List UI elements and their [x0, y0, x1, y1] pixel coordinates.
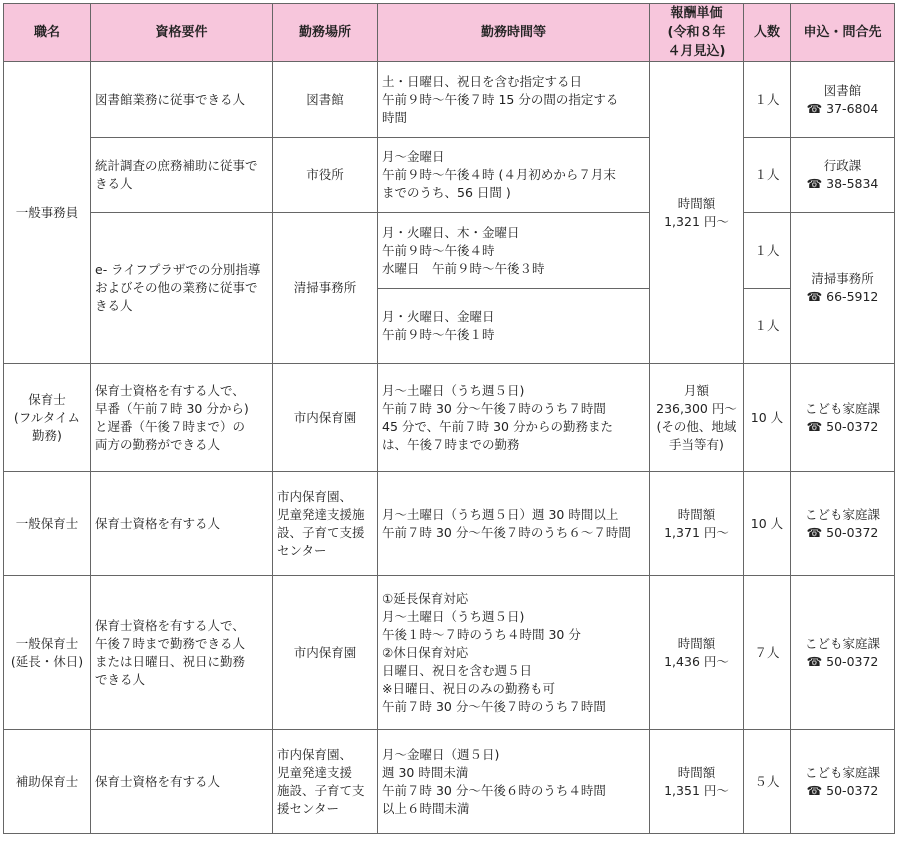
pay-line: 月額 [683, 382, 709, 398]
workplace-line: 援センター [277, 800, 340, 816]
header-pay [650, 4, 744, 62]
requirements-cell: 図書館業務に従事できる人 [91, 62, 273, 138]
contact-cell [791, 730, 895, 834]
contact-cell [791, 62, 895, 138]
header-headcount: 人数 [744, 4, 791, 62]
hours-line: ※日曜日、祝日のみの勤務も可 [382, 680, 555, 696]
hours-line: 以上６時間未満 [382, 800, 470, 816]
hours-line: 午後１時〜７時のうち４時間 30 分 [382, 626, 581, 642]
hours-line: 月〜土曜日（うち週５日) [382, 382, 525, 398]
headcount-cell: ５人 [744, 730, 791, 834]
hours-line: 月〜金曜日 [382, 149, 445, 164]
pay-line: 1,351 円〜 [664, 782, 729, 798]
hours-line: 月〜金曜日（週５日) [382, 746, 500, 762]
requirements-cell: 保育士資格を有する人 [91, 472, 273, 576]
pay-cell [650, 62, 744, 364]
hours-line: 午前９時〜午後１時 [382, 327, 495, 342]
hours-line: 日曜日、祝日を含む週５日 [382, 662, 533, 678]
workplace-line: 市内保育園、 [277, 488, 353, 504]
workplace-cell: 図書館 [273, 62, 378, 138]
contact-name: こども家庭課 [804, 764, 880, 780]
hours-line: 午前７時 30 分〜午後７時のうち６〜７時間 [382, 524, 631, 540]
contact-name: こども家庭課 [804, 400, 880, 416]
job-title-cell: 補助保育士 [4, 730, 91, 834]
contact-cell [791, 472, 895, 576]
workplace-line: 児童発達支援施 [277, 506, 365, 522]
contact-phone: ☎ 37-6804 [806, 100, 879, 116]
hours-line: 月〜土曜日（うち週５日) [382, 608, 525, 624]
workplace-cell [273, 472, 378, 576]
pay-cell [650, 730, 744, 834]
contact-name: 図書館 [823, 82, 862, 98]
workplace-line: 設、子育て支援 [277, 524, 365, 540]
hours-cell [378, 364, 650, 472]
pay-line: 1,371 円〜 [664, 524, 729, 540]
hours-line: 週 30 時間未満 [382, 764, 469, 780]
contact-name: こども家庭課 [804, 506, 880, 522]
hours-cell [378, 576, 650, 730]
hours-line: 土・日曜日、祝日を含む指定する日 [382, 73, 583, 89]
pay-line: 1,436 円〜 [664, 653, 729, 669]
requirements-cell [91, 364, 273, 472]
header-pay-line: ４月見込) [667, 44, 726, 59]
requirements-cell: 保育士資格を有する人 [91, 730, 273, 834]
header-contact: 申込・問合先 [791, 4, 895, 62]
contact-phone: ☎ 50-0372 [806, 653, 879, 669]
requirements-line: できる人 [95, 671, 146, 687]
contact-name: こども家庭課 [804, 635, 880, 651]
pay-cell [650, 472, 744, 576]
headcount-cell: １人 [744, 289, 791, 364]
workplace-cell: 清掃事務所 [273, 213, 378, 364]
job-title-line: (延長・休日) [10, 653, 84, 669]
hours-line: 月・火曜日、金曜日 [382, 309, 495, 324]
hours-line: 午前７時 30 分〜午後７時のうち７時間 [382, 400, 606, 416]
table-row [4, 138, 895, 213]
hours-line: ①延長保育対応 [382, 590, 469, 606]
pay-line: 時間額 [677, 635, 716, 651]
contact-phone: ☎ 50-0372 [806, 782, 879, 798]
workplace-cell: 市役所 [273, 138, 378, 213]
workplace-cell [273, 730, 378, 834]
headcount-cell: 10 人 [744, 364, 791, 472]
pay-line: 手当等有) [669, 436, 724, 452]
contact-phone: ☎ 50-0372 [806, 524, 879, 540]
table-row [4, 213, 895, 289]
hours-cell [378, 138, 650, 213]
requirements-line: と遅番（午後７時まで）の [95, 418, 246, 434]
contact-name: 清掃事務所 [811, 271, 874, 286]
hours-line: 水曜日 午前９時〜午後３時 [382, 260, 545, 276]
job-listing-table [3, 3, 895, 834]
requirements-line: 早番（午前７時 30 分から) [95, 400, 249, 416]
hours-line: 午前９時〜午後７時 15 分の間の指定する [382, 91, 619, 107]
requirements-cell: 統計調査の庶務補助に従事できる人 [91, 138, 273, 213]
workplace-line: 施設、子育て支 [277, 782, 365, 798]
contact-cell [791, 138, 895, 213]
headcount-cell: ７人 [744, 576, 791, 730]
hours-line: 時間 [382, 109, 408, 125]
header-row [4, 4, 895, 62]
contact-cell [791, 576, 895, 730]
header-pay-line: 報酬単価 [670, 6, 723, 21]
requirements-line: 保育士資格を有する人で、 [95, 382, 245, 398]
hours-line: 月〜土曜日（うち週５日）週 30 時間以上 [382, 506, 619, 522]
hours-cell [378, 289, 650, 364]
contact-name: 行政課 [823, 158, 862, 173]
table-row [4, 576, 895, 730]
job-title-line: (フルタイム [13, 409, 81, 425]
hours-line: 45 分で、午前７時 30 分からの勤務また [382, 418, 613, 434]
hours-line: 午前９時〜午後４時 [382, 242, 495, 258]
headcount-cell: １人 [744, 62, 791, 138]
hours-line: 午前７時 30 分〜午後６時のうち４時間 [382, 782, 606, 798]
workplace-cell: 市内保育園 [273, 364, 378, 472]
workplace-line: センター [277, 542, 327, 558]
job-title-cell [4, 576, 91, 730]
hours-line: 月・火曜日、木・金曜日 [382, 224, 520, 240]
headcount-cell: １人 [744, 213, 791, 289]
pay-cell [650, 364, 744, 472]
contact-phone: ☎ 66-5912 [806, 289, 879, 304]
requirements-line: 午後７時まで勤務できる人 [95, 635, 246, 651]
hours-cell [378, 62, 650, 138]
requirements-line: 両方の勤務ができる人 [95, 436, 221, 452]
requirements-line: 保育士資格を有する人で、 [95, 617, 245, 633]
requirements-cell: e- ライフプラザでの分別指導およびその他の業務に従事できる人 [91, 213, 273, 364]
contact-cell [791, 213, 895, 364]
pay-line: 時間額 [677, 506, 716, 522]
job-title-line: 勤務) [32, 427, 62, 443]
requirements-line: または日曜日、祝日に勤務 [95, 653, 246, 669]
table-row [4, 730, 895, 834]
job-title-line: 保育士 [28, 391, 66, 407]
workplace-line: 児童発達支援 [277, 764, 353, 780]
table-row [4, 62, 895, 138]
hours-cell [378, 472, 650, 576]
hours-line: は、午後７時までの勤務 [382, 436, 520, 452]
workplace-cell: 市内保育園 [273, 576, 378, 730]
pay-line: 時間額 [677, 764, 716, 780]
pay-line: 時間額 [677, 195, 716, 211]
header-hours: 勤務時間等 [378, 4, 650, 62]
contact-phone: ☎ 38-5834 [806, 176, 879, 191]
hours-line: までのうち、56 日間 ) [382, 185, 511, 200]
pay-line: (その他、地域 [656, 418, 737, 434]
hours-cell [378, 213, 650, 289]
hours-cell [378, 730, 650, 834]
pay-line: 1,321 円〜 [664, 213, 729, 229]
workplace-line: 市内保育園、 [277, 746, 353, 762]
header-pay-line: (令和８年 [667, 25, 726, 40]
hours-line: 午前９時〜午後４時 (４月初めから７月末 [382, 167, 616, 182]
headcount-cell: １人 [744, 138, 791, 213]
headcount-cell: 10 人 [744, 472, 791, 576]
header-requirements: 資格要件 [91, 4, 273, 62]
table-row [4, 364, 895, 472]
hours-line: 午前７時 30 分〜午後７時のうち７時間 [382, 698, 606, 714]
pay-line: 236,300 円〜 [656, 400, 737, 416]
job-title-cell: 一般事務員 [4, 62, 91, 364]
contact-phone: ☎ 50-0372 [806, 418, 879, 434]
requirements-cell [91, 576, 273, 730]
contact-cell [791, 364, 895, 472]
job-title-line: 一般保育士 [15, 635, 79, 651]
header-job-title: 職名 [4, 4, 91, 62]
hours-line: ②休日保育対応 [382, 644, 469, 660]
pay-cell [650, 576, 744, 730]
table-row [4, 472, 895, 576]
job-title-cell [4, 364, 91, 472]
header-workplace: 勤務場所 [273, 4, 378, 62]
job-title-cell: 一般保育士 [4, 472, 91, 576]
